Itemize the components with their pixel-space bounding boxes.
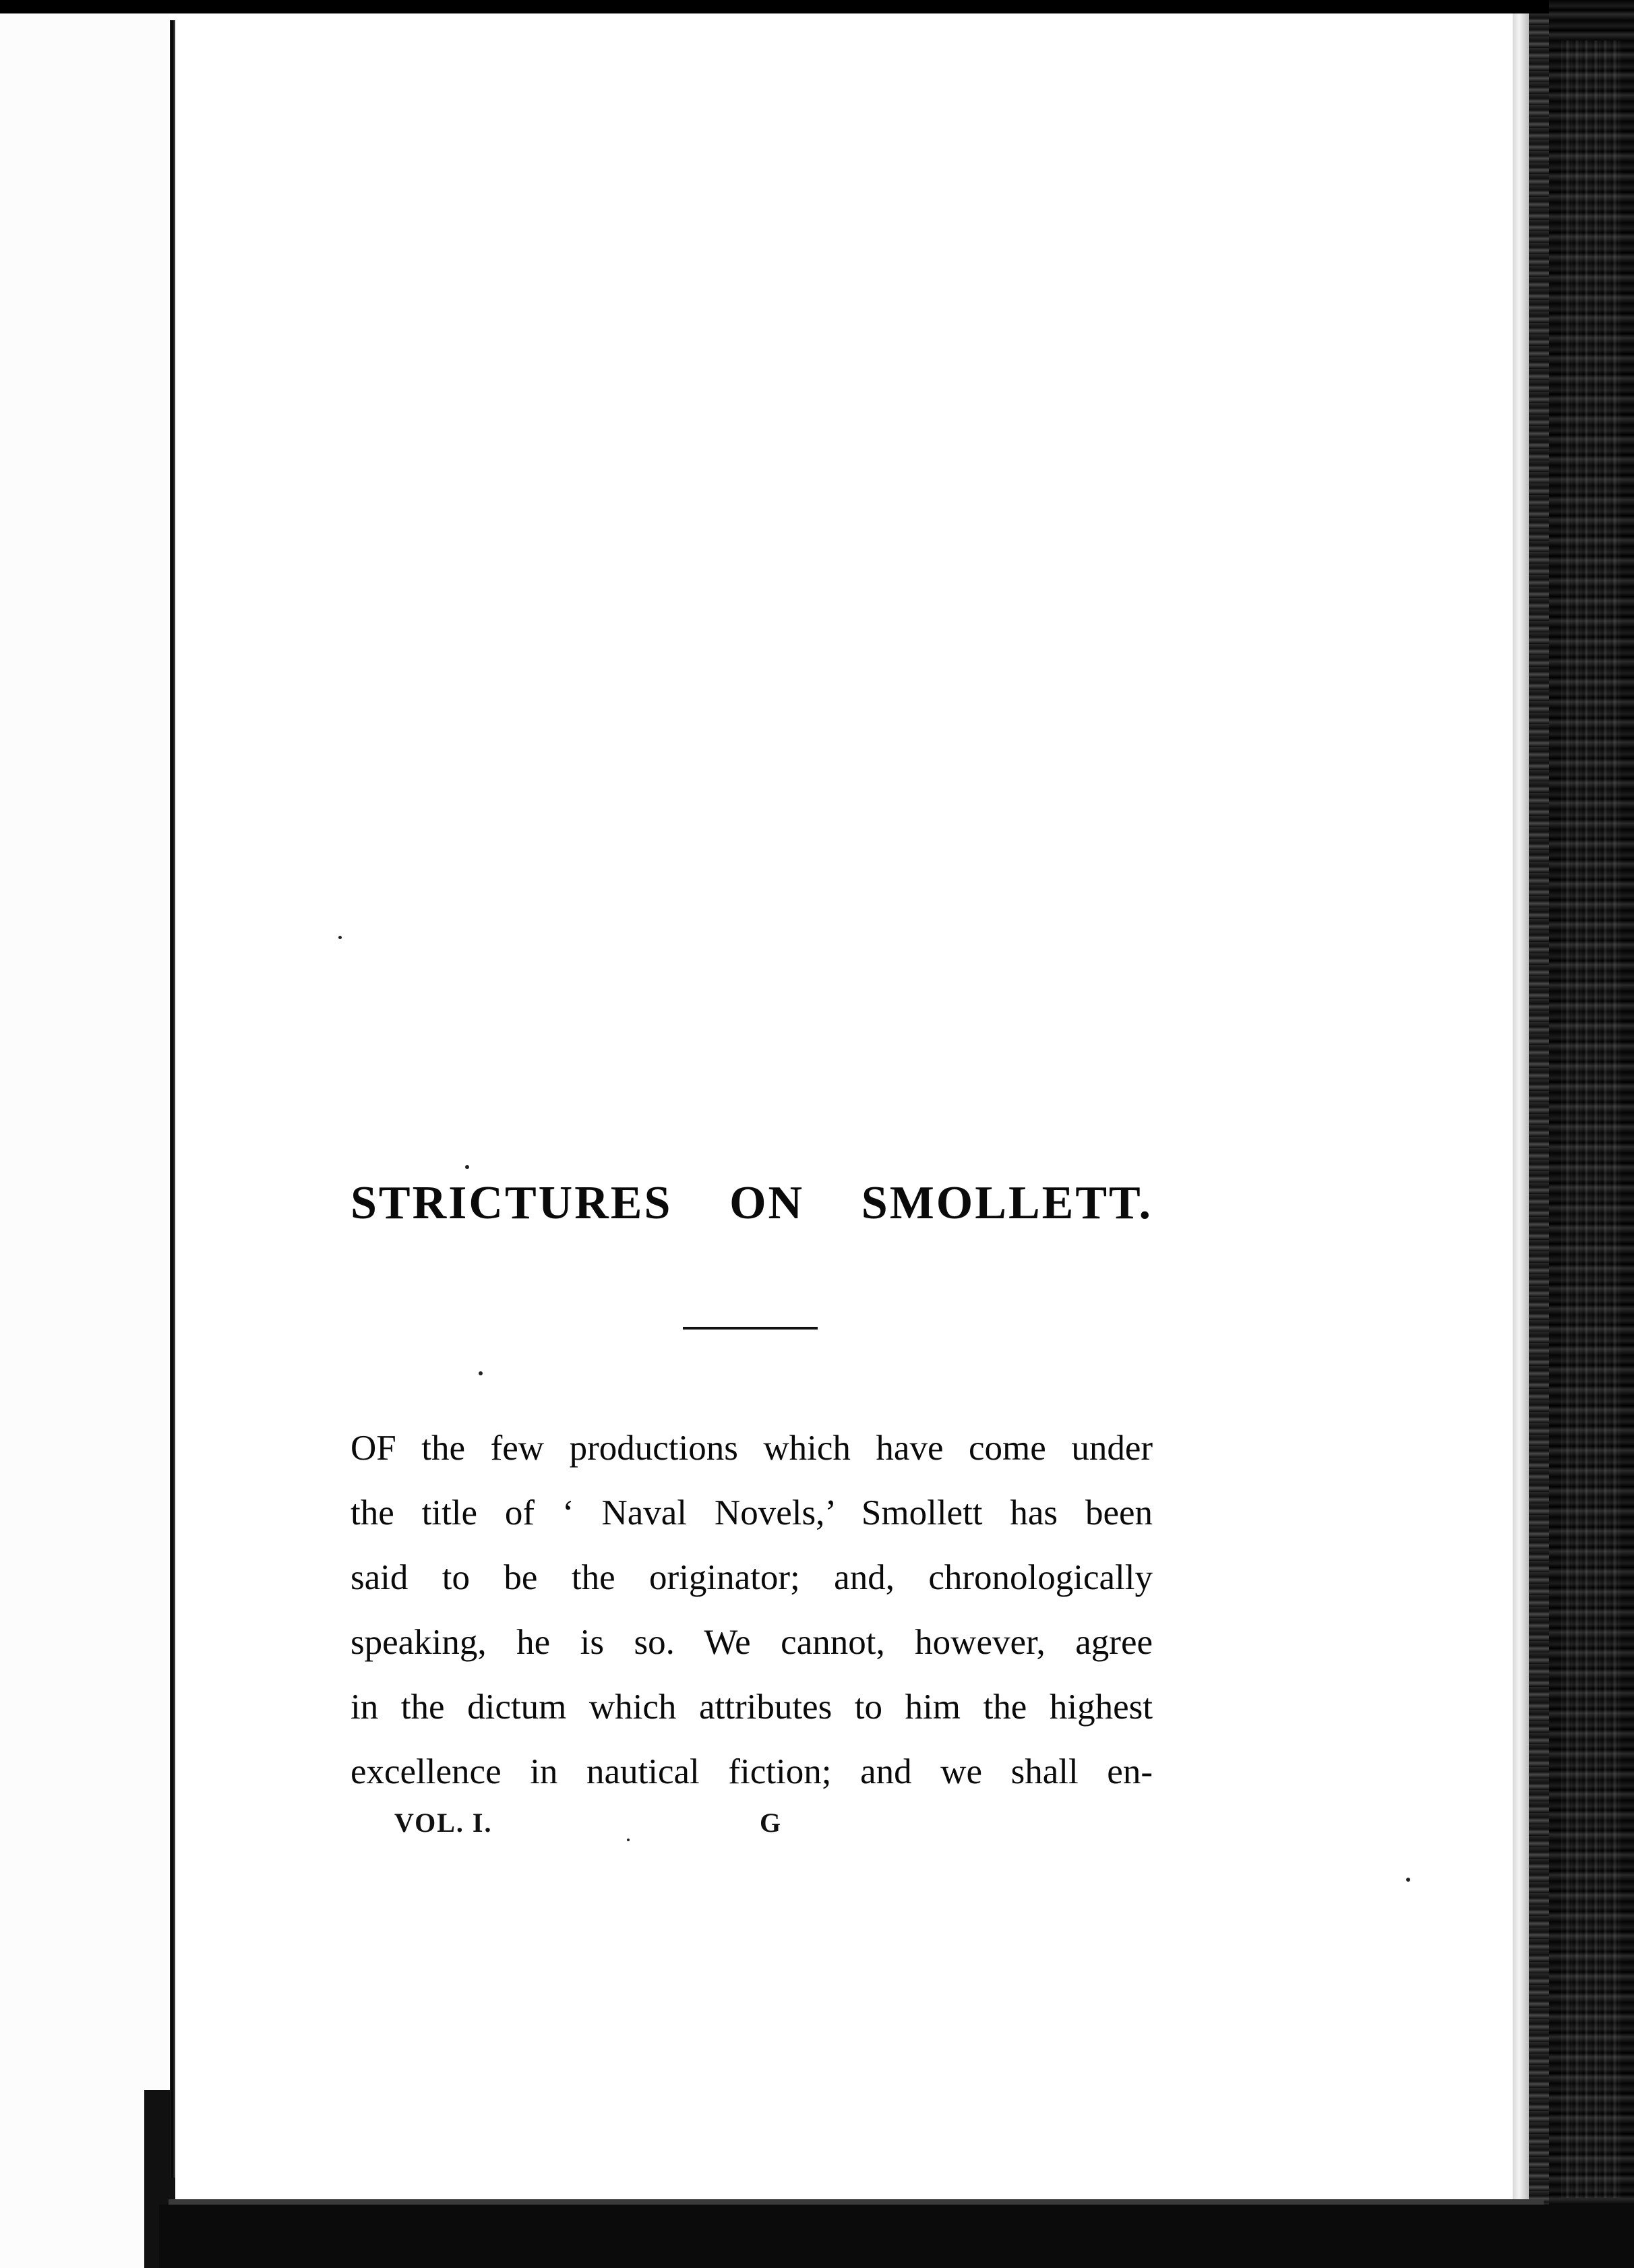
- body-line: the title of ‘ Naval Novels,’ Smollett has been: [351, 1493, 1153, 1532]
- page-fore-edge: [1513, 13, 1529, 2205]
- body-line: in the dictum which attributes to him the highest: [351, 1688, 1153, 1727]
- ink-speck: [338, 936, 342, 939]
- body-line: OF the few productions which have come under: [351, 1429, 1153, 1468]
- volume-footer: VOL. I.: [394, 1808, 493, 1838]
- title-rule: [683, 1327, 818, 1330]
- body-text: [351, 1416, 1153, 1804]
- body-line: excellence in nautical fiction; and we shall en-: [351, 1752, 1153, 1791]
- book-page: [178, 13, 1513, 2205]
- ink-speck: [627, 1839, 630, 1841]
- top-scan-border: [0, 0, 1634, 13]
- ink-speck: [1406, 1878, 1410, 1882]
- gutter-line: [170, 20, 175, 2178]
- chapter-title: STRICTURES ON SMOLLETT.: [351, 1177, 1153, 1229]
- ink-speck: [465, 1165, 469, 1169]
- binding-texture: [1561, 40, 1622, 2198]
- body-line: said to be the originator; and, chronologically: [351, 1558, 1153, 1597]
- left-page-edge: [0, 0, 169, 2268]
- body-line: speaking, he is so. We cannot, however, agree: [351, 1623, 1153, 1662]
- ink-speck: [479, 1371, 483, 1375]
- page-stack-edge: [1529, 13, 1549, 2205]
- bottom-scan-border: [159, 2205, 1634, 2268]
- signature-mark: G: [760, 1808, 781, 1838]
